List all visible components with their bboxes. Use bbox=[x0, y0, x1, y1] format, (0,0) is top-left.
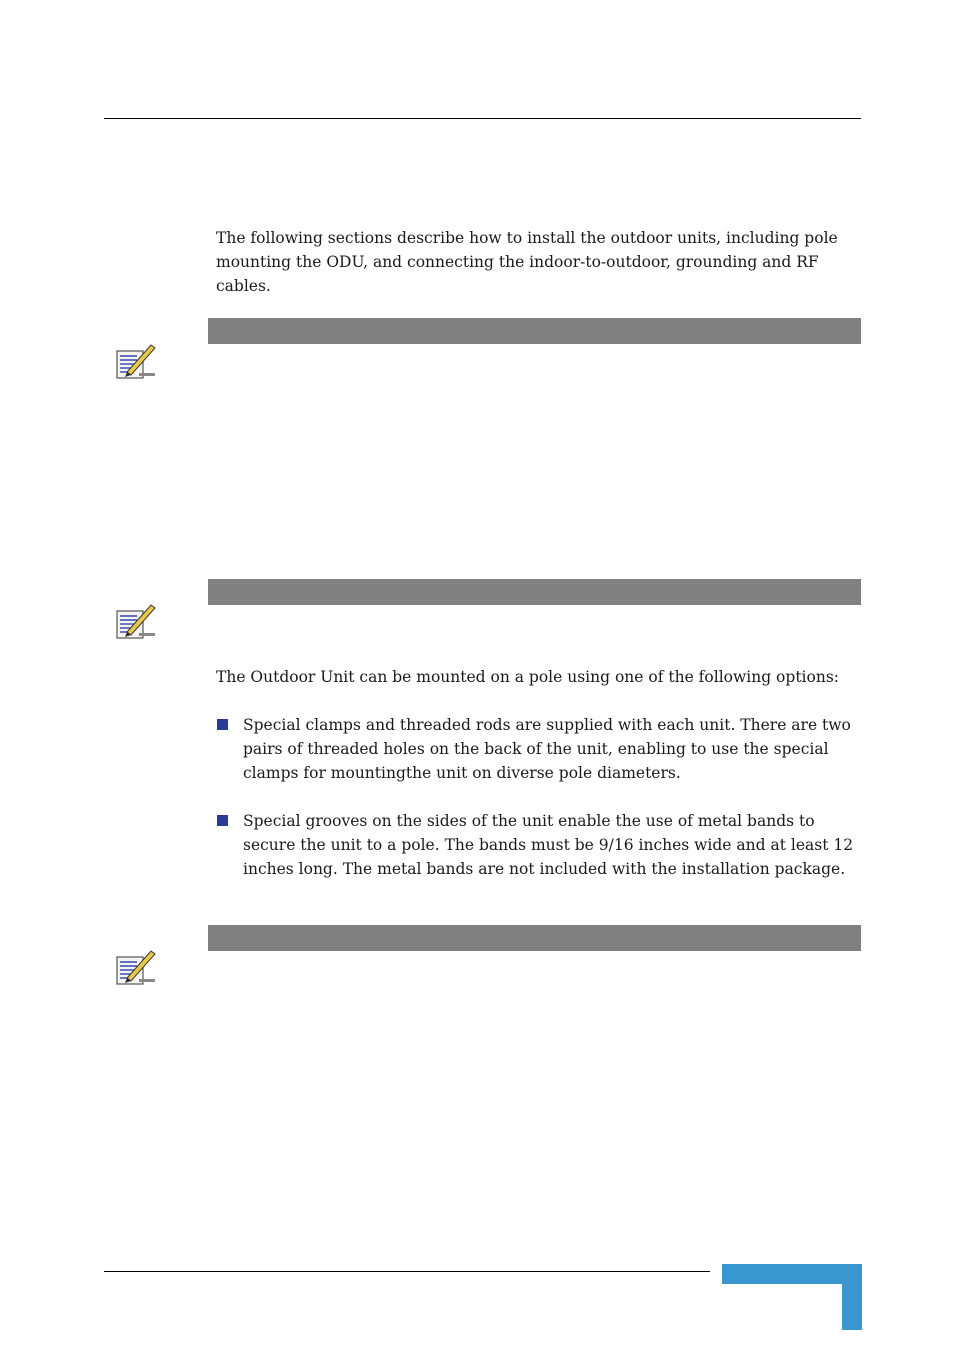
page-corner-accent bbox=[722, 1264, 862, 1284]
bullet-square-icon bbox=[217, 719, 228, 730]
note-bar-3 bbox=[208, 925, 861, 951]
note-bar-2 bbox=[208, 579, 861, 605]
page-corner-accent-vertical bbox=[842, 1264, 862, 1330]
bullet-square-icon bbox=[217, 815, 228, 826]
footer-rule bbox=[104, 1271, 710, 1272]
note-pencil-icon bbox=[115, 342, 157, 380]
header-rule bbox=[104, 118, 861, 119]
mounting-intro: The Outdoor Unit can be mounted on a pole using one of the following options: bbox=[216, 668, 839, 686]
note-pencil-icon bbox=[115, 948, 157, 986]
mounting-option-2: Special grooves on the sides of the unit enable the use of metal bands to secure the unit to a pole. The bands must be 9/16 inches wide and at least 12 inches long. The metal bands are not included with the installation package. bbox=[243, 812, 854, 878]
note-pencil-icon bbox=[115, 602, 157, 640]
intro-paragraph: The following sections describe how to install the outdoor units, including pole mounting the ODU, and connecting the indoor-to-outdoor, grounding and RF cables. bbox=[216, 229, 838, 295]
note-bar-1 bbox=[208, 318, 861, 344]
mounting-option-1: Special clamps and threaded rods are supplied with each unit. There are two pairs of threaded holes on the back of the unit, enabling to use the special clamps for mountingthe unit on diverse pole diameters. bbox=[243, 716, 851, 782]
